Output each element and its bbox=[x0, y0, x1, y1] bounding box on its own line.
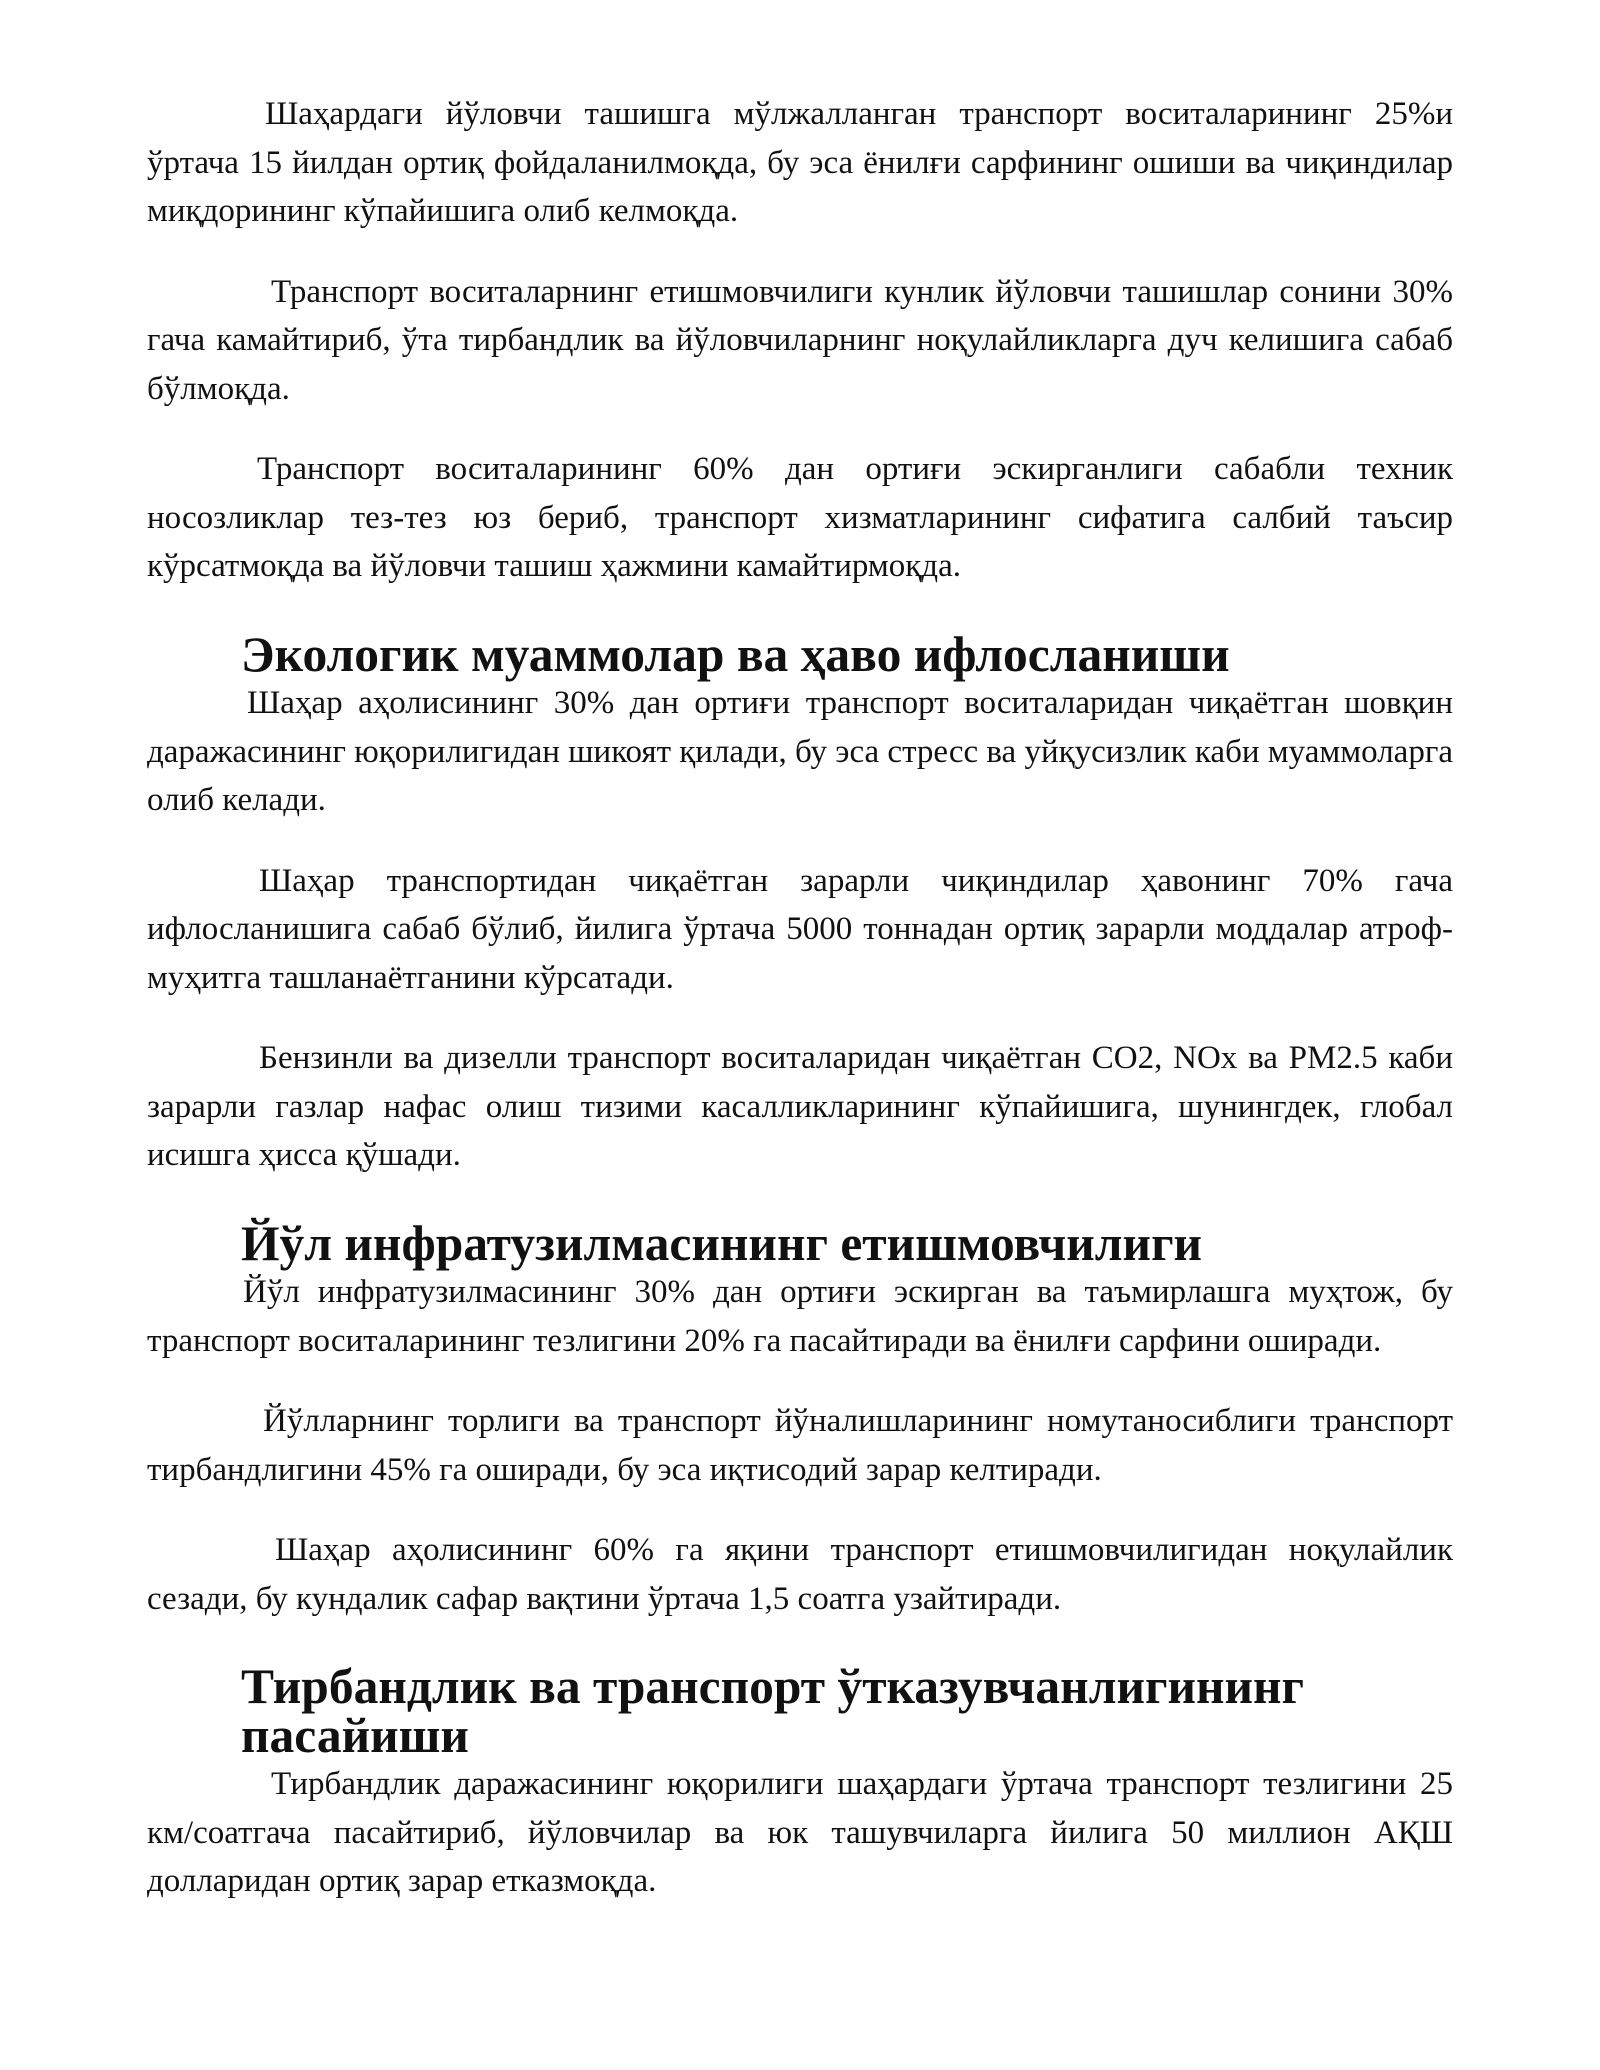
paragraph: Шаҳар транспортидан чиқаётган зарарли чиқиндилар ҳавонинг 70% гача ифлосланишига сабаб бўлиб, йилига ўртача 5000 тоннадан ортиқ зарарли моддалар атроф-муҳитга ташланаётганини кўрсатади. bbox=[147, 862, 1453, 996]
paragraph: Транспорт воситаларнинг етишмовчилиги кунлик йўловчи ташишлар сонини 30% гача камайтириб, ўта тирбандлик ва йўловчиларнинг ноқулайликларга дуч келишига сабаб бўлмоқда. bbox=[147, 273, 1453, 407]
paragraph: Шаҳар аҳолисининг 30% дан ортиғи транспорт воситаларидан чиқаётган шовқин даражасининг юқорилигидан шикоят қилади, бу эса стресс ва уйқусизлик каби муаммоларга олиб келади. bbox=[147, 685, 1453, 818]
paragraph: Шаҳар аҳолисининг 60% га яқини транспорт етишмовчилигидан ноқулайлик сезади, бу кундалик сафар вақтини ўртача 1,5 соатга узайтиради. bbox=[147, 1532, 1453, 1617]
paragraph: Транспорт воситаларининг 60% дан ортиғи эскирганлиги сабабли техник носозликлар тез-тез юз бериб, транспорт хизматларининг сифатига салбий таъсир кўрсатмоқда ва йўловчи ташиш ҳажмини камайтирмоқда. bbox=[147, 451, 1453, 584]
paragraph: Бензинли ва дизелли транспорт воситаларидан чиқаётган CO2, NOx ва PM2.5 каби зарарли газлар нафас олиш тизими касалликларининг кўпайишига, шунингдек, глобал исишга ҳисса қўшади. bbox=[147, 1040, 1453, 1173]
document-page bbox=[147, 90, 1453, 1906]
paragraph: Тирбандлик даражасининг юқорилиги шаҳардаги ўртача транспорт тезлигини 25 км/соатгача пасайтириб, йўловчилар ва юк ташувчиларга йилига 50 миллион АҚШ долларидан ортиқ зарар етказмоқда. bbox=[147, 1766, 1453, 1899]
paragraph: Йўлларнинг торлиги ва транспорт йўналишларининг номутаносиблиги транспорт тирбандлигини 45% га оширади, бу эса иқтисодий зарар келтиради. bbox=[147, 1403, 1453, 1488]
paragraph: Шаҳардаги йўловчи ташишга мўлжалланган транспорт воситаларининг 25%и ўртача 15 йилдан ортиқ фойдаланилмоқда, бу эса ёнилғи сарфининг ошиши ва чиқиндилар миқдорининг кўпайишига олиб келмоқда. bbox=[147, 96, 1453, 229]
section-heading: Тирбандлик ва транспорт ўтказувчанлигининг пасайиши bbox=[241, 1659, 1305, 1763]
paragraph: Йўл инфратузилмасининг 30% дан ортиғи эскирган ва таъмирлашга муҳтож, бу транспорт воситаларининг тезлигини 20% га пасайтиради ва ёнилғи сарфини оширади. bbox=[147, 1274, 1453, 1359]
section-heading: Йўл инфратузилмасининг етишмовчилиги bbox=[241, 1215, 1203, 1271]
section-heading: Экологик муаммолар ва ҳаво ифлосланиши bbox=[241, 626, 1230, 682]
